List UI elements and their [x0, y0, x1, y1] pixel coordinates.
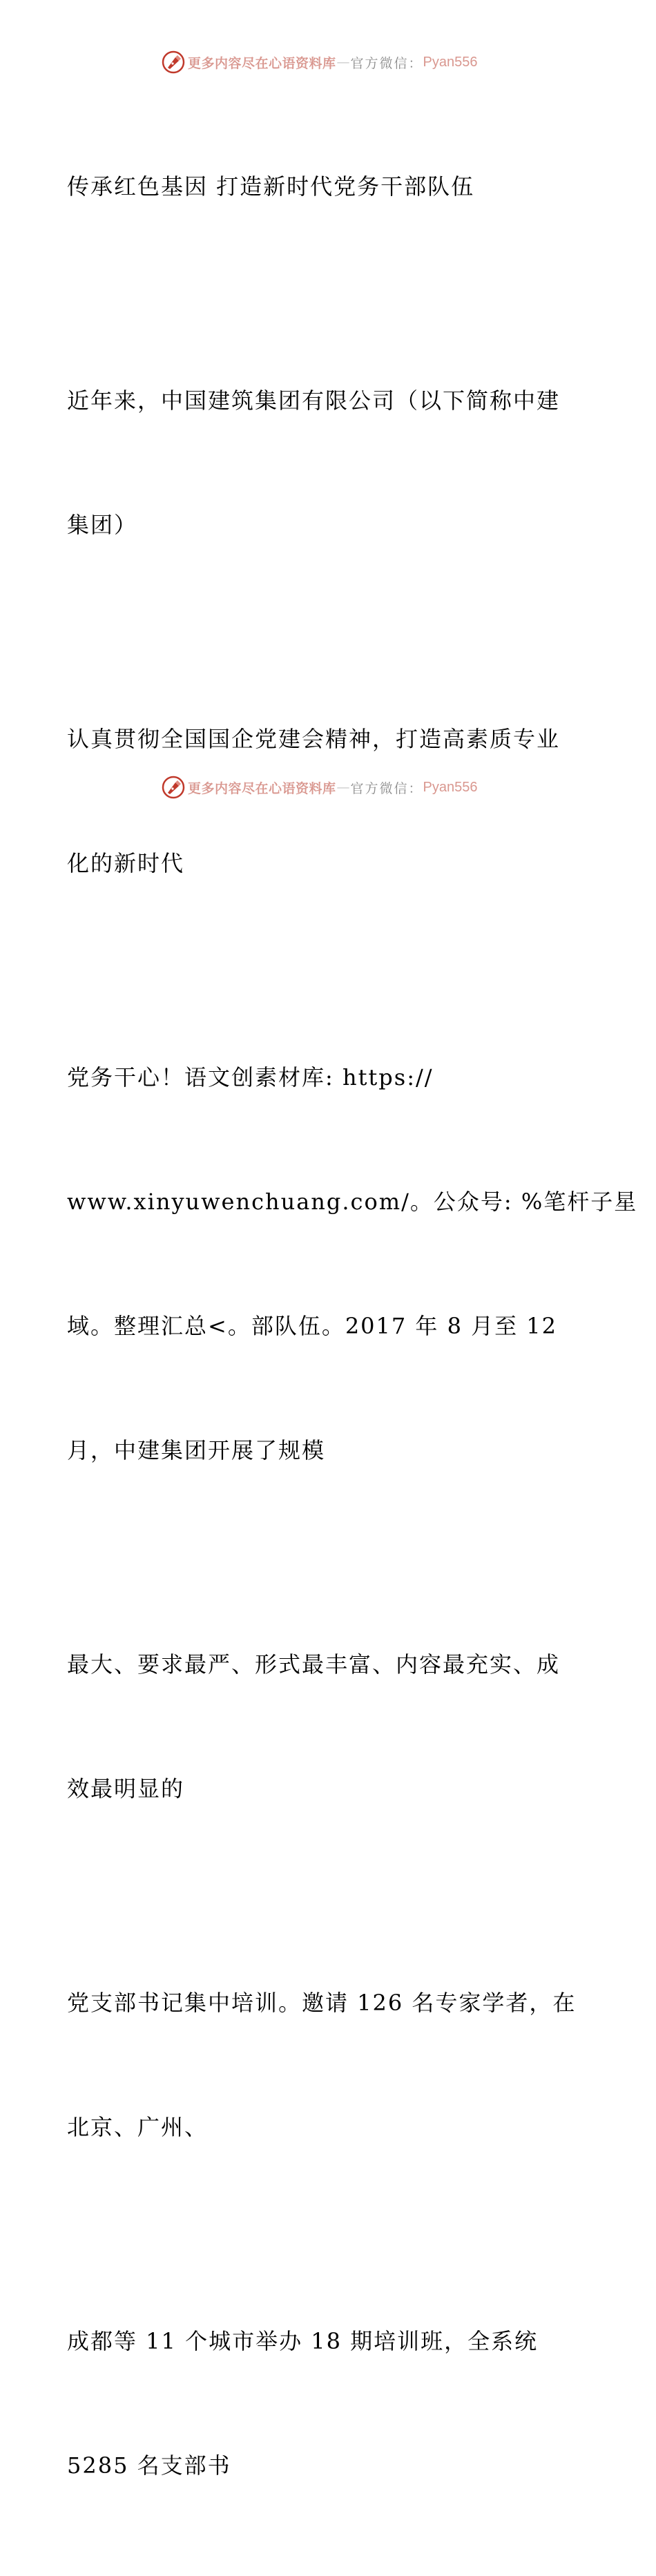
title-line: 传承红色基因 打造新时代党务干部队伍: [67, 173, 475, 200]
watermark-wechat-id: Pyan556: [423, 54, 478, 70]
paragraph-3: [67, 974, 638, 1554]
watermark-official-label: 官方微信：: [350, 55, 423, 71]
document-body: [67, 83, 638, 2576]
text-line: www.xinyuwenchuang.com/。公众号: %笔杆子星: [67, 1189, 638, 1215]
text-line: 集团）: [67, 512, 138, 538]
watermark-dash: —: [336, 55, 350, 70]
text-line: 效最明显的: [67, 1776, 185, 1802]
text-line: 近年来，中国建筑集团有限公司（以下简称中建: [67, 387, 561, 414]
paragraph-4: [67, 1561, 592, 1892]
text-line: 认真贯彻全国国企党建会精神，打造高素质专业: [67, 726, 561, 752]
paragraph-1: [67, 297, 592, 628]
watermark-official-label: 官方微信：: [350, 780, 423, 796]
watermark-dash: —: [336, 780, 350, 795]
pen-nib-logo-icon: [162, 776, 185, 799]
text-line: 化的新时代: [67, 850, 185, 876]
watermark-promo-text: 更多内容尽在心语资料库: [188, 55, 336, 71]
footer-watermark: [162, 775, 478, 800]
text-line: 最大、要求最严、形式最丰富、内容最充实、成: [67, 1651, 561, 1678]
text-line: 党务干心！语文创素材库: https://: [67, 1064, 434, 1090]
text-line: 北京、广州、: [67, 2114, 209, 2140]
text-line: 党支部书记集中培训。邀请 126 名专家学者，在: [67, 1990, 577, 2016]
paragraph-5: [67, 1899, 592, 2231]
text-line: 域。整理汇总<。部队伍。2017 年 8 月至 12: [67, 1313, 558, 1339]
paragraph-6: [67, 2238, 592, 2569]
document-title: [67, 83, 592, 290]
pen-nib-logo-icon: [162, 50, 185, 74]
text-line: 成都等 11 个城市举办 18 期培训班，全系统: [67, 2328, 539, 2354]
paragraph-2: [67, 635, 592, 967]
text-line: 月，中建集团开展了规模: [67, 1437, 326, 1463]
watermark-promo-text: 更多内容尽在心语资料库: [188, 780, 336, 796]
header-watermark: [162, 50, 478, 75]
watermark-wechat-id: Pyan556: [423, 779, 478, 795]
text-line: 5285 名支部书: [67, 2452, 231, 2479]
